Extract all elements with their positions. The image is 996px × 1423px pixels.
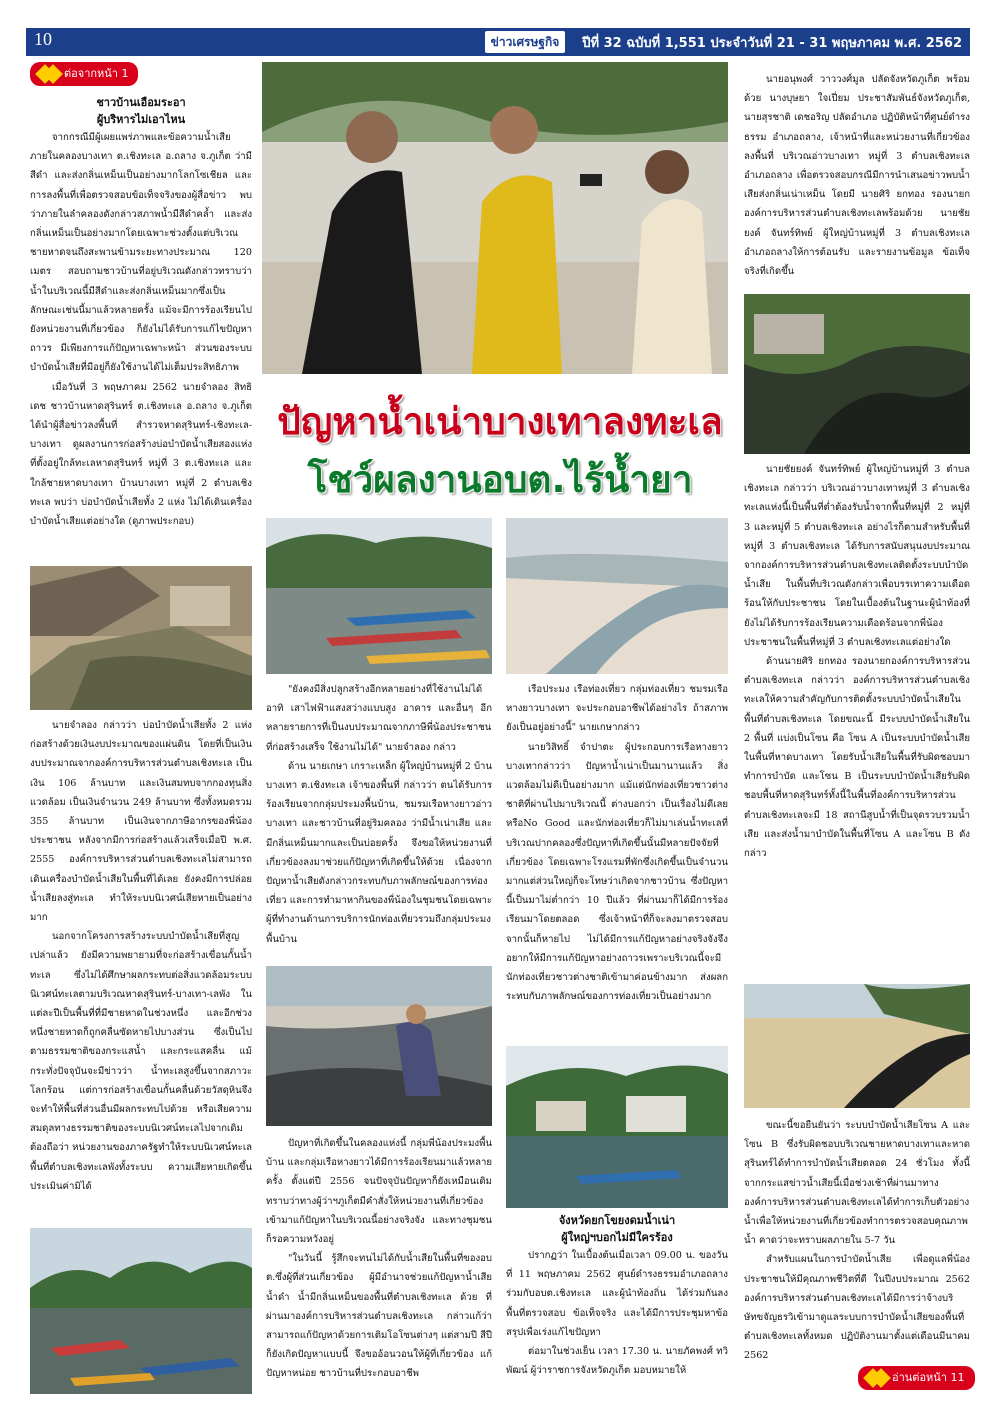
paragraph: "ยังคงมีสิ่งปลูกสร้างอีกหลายอย่างที่ใช้งานไม่ได้ อาทิ เสาไฟฟ้าแสงสว่างแบบสูง อาคาร และอื่นๆ อีกหลายรายการที่เป็นงบประมาณจากภาษีพี่น้องประชาชนที่ก่อสร้างเสร็จ ใช้งานไม่ได้" นายจำลอง กล่าว: [266, 684, 492, 753]
paragraph: "ในวันนี้ รู้สึกจะทนไม่ได้กับน้ำเสียในพื้นที่ของอบต.ซึ่งผู้ที่ส่วนเกี่ยวข้อง ผู้มีอำนาจช่วยแก้ปัญหาน้ำเสีย น้ำดำ น้ำมีกลิ่นเหม็นของพื้นที่ตำบลเชิงทะเล ด้วย ที่ผ่านมาองค์การบริหารส่วนตำบลเชิงทะเล กล่าวแก้ว่า สามารถแก้ปัญหาด้วยการเติมโอโซนต่างๆ แต่สามปี สีปี ก็ยังเกิดปัญหาแบบนี้ จึงขออ้อนวอนให้ผู้ที่เกี่ยวข้อง แก้ปัญหาหน่อย ชาวบ้านที่ประกอบอาชีพ: [266, 1253, 492, 1380]
photo-boats-at-shore: [266, 518, 492, 674]
paragraph: ปัญหาที่เกิดขึ้นในคลองแห่งนี้ กลุ่มพี่น้องประมงพื้นบ้าน และกลุ่มเรือหางยาวได้มีการร้องเรียนมาแล้วหลายครั้ง ตั้งแต่ปี 2556 จนปัจจุบันปัญหาก็ยังเหมือนเดิม ทราบว่าทางผู้ว่าฯภูเก็ตมีคำสั่งให้หน่วยงานที่เกี่ยวข้องเข้ามาแก้ปัญหาในบริเวณนี้อย่างจริงจัง และทางชุมชนก็รอความหวังอยู่: [266, 1138, 492, 1246]
page-number: 10: [34, 29, 52, 49]
article-column-3b: [506, 1212, 728, 1402]
paragraph: นายชัยยงค์ จันทร์ทิพย์ ผู้ใหญ่บ้านหมู่ที่ 3 ตำบลเชิงทะเล กล่าวว่า บริเวณอ่าวบางเทาหมู่ที่ 3 ตำบลเชิงทะเลแห่งนี้เป็นพื้นที่ต่ำต้องรับน้ำจากพื้นที่หมู่ที่ 2 หมู่ที่ 3 และหมู่ที่ 5 ตำบลเชิงทะเล อย่างไรก็ตามสำหรับพื้นที่หมู่ที่ 3 ตำบลเชิงทะเล ได้รับการสนับสนุนงบประมาณจากองค์การบริหารส่วนตำบลเชิงทะเลติดตั้งระบบบำบัดน้ำเสีย ในพื้นที่บริเวณดังกล่าวเพื่อบรรเทาความเดือดร้อนให้กับประชาชน โดยในเบื้องต้นในฐานะผู้นำท้องที่ยังไม่ได้รับการร้องเรียนความเดือดร้อนจากพี่น้องประชาชนในพื้นที่หมู่ที่ 3 ตำบลเชิงทะเลแต่อย่างใด: [744, 464, 970, 648]
subhead: ผู้ใหญ่ฯบอกไม่มีใครร้อง: [561, 1231, 673, 1244]
article-column-2b: [266, 1134, 492, 1402]
article-column-2: [266, 680, 492, 962]
paragraph: ต่อมาในช่วงเย็น เวลา 17.30 น. นายภัคพงศ์ ทวิพัฒน์ ผู้ว่าราชการจังหวัดภูเก็ต มอบหมายให้: [506, 1346, 728, 1377]
paragraph: ปรากฏว่า ในเบื้องต้นเมื่อเวลา 09.00 น. ของวันที่ 11 พฤษภาคม 2562 ศูนย์ดำรงธรรมอำเภอถลาง ร่วมกับอบต.เชิงทะเล และผู้นำท้องถิ่น ได้ร่วมกันลงพื้นที่ตรวจสอบ ข้อเท็จจริง และได้มีการประชุมหาข้อสรุปเพื่อเร่งแก้ไขปัญหา: [506, 1250, 728, 1338]
photo-beach-stream: [506, 518, 728, 674]
continued-from-label: ต่อจากหน้า 1: [64, 67, 129, 80]
article-column-4: [744, 70, 970, 292]
continued-from-badge[interactable]: [30, 62, 138, 86]
article-column-4b: [744, 460, 970, 984]
paragraph: นายจำลอง กล่าวว่า บ่อบำบัดน้ำเสียทั้ง 2 แห่งก่อสร้างด้วยเงินงบประมาณของแผ่นดิน โดยที่เป็นเงินงบประมาณจากองค์การบริหารส่วนตำบลเชิงทะเล เป็นเงิน 106 ล้านบาท และเงินสมทบจากกองทุนสิ่งแวดล้อม เป็นเงินจำนวน 249 ล้านบาท ซึ่งทั้งหมดรวม 355 ล้านบาท เป็นเงินจากภาษีอากรของพี่น้องประชาชน หลังจากมีการก่อสร้างแล้วเสร็จเมื่อปี พ.ศ. 2555 องค์การบริหารส่วนตำบลเชิงทะเลไม่สามารถเดินเครื่องบำบัดน้ำเสียในพื้นที่ได้เลย ยังคงมีการปล่อยน้ำเสียลงสู่ทะเล ทำให้ระบบนิเวศน์เสียหายเป็นอย่างมาก: [30, 720, 252, 924]
photo-canal-village: [506, 1046, 728, 1208]
continued-to-label: อ่านต่อหน้า 11: [892, 1371, 965, 1384]
photo-officials-interview: [262, 62, 728, 374]
article-column-4c: [744, 1116, 970, 1364]
headline-line-1: ปัญหาน้ำเน่าบางเทาลงทะเล: [277, 400, 723, 443]
photo-black-water-beach: [744, 984, 970, 1108]
subhead: ชาวบ้านเอือมระอา: [96, 96, 186, 109]
headline-line-2: โชว์ผลงานอบต.ไร้น้ำยา: [307, 458, 693, 501]
paragraph: นายวิสิทธิ์ จำปาตะ ผู้ประกอบการเรือหางยาวบางเทากล่าวว่า ปัญหาน้ำเน่าเป็นมานานแล้ว สิ่งแวดล้อมไม่ดีเป็นอย่างมาก แม้แต่นักท่องเที่ยวชาวต่างชาติที่ผ่านไปมาบริเวณนี้ ต่างบอกว่า เป็นเรื่องไม่ดีเลย หรือNo Good และนักท่องเที่ยวก็ไม่มาเล่นน้ำทะเลที่บริเวณปากคลองซึ่งปัญหาที่เกิดขึ้นนั้นมีหลายปัจจัยที่เกี่ยวข้อง โดยเฉพาะโรงแรมที่พักซึ่งเกิดขึ้นเป็นจำนวนมากแต่ส่วนใหญ่ก็จะโทษว่าเกิดจากชาวบ้าน ซึ่งปัญหานี้เป็นมาไม่ต่ำกว่า 10 ปีแล้ว ที่ผ่านมาก็ได้มีการร้องเรียนมาโดยตลอด ซึ่งเจ้าหน้าที่ก็จะลงมาตรวจสอบ จากนั้นก็หายไป ไม่ได้มีการแก้ปัญหาอย่างจริงจังจึง อยากให้มีการแก้ปัญหาอย่างถาวรเพราะบริเวณนี้จะมีนักท่องเที่ยวชาวต่างชาติเข้ามาค่อนข้างมาก ส่งผลกระทบกับภาพลักษณ์ของการท่องเที่ยวเป็นอย่างมาก: [506, 741, 728, 1003]
article-column-1: [30, 94, 252, 566]
paragraph: เมื่อวันที่ 3 พฤษภาคม 2562 นายจำลอง สิทธิเดช ชาวบ้านหาดสุรินทร์ ต.เชิงทะเล อ.ถลาง จ.ภูเก็ต ได้นำผู้สื่อข่าวลงพื้นที่ สำรวจหาดสุรินทร์-เชิงทะเล-บางเทา ดูผลงานการก่อสร้างบ่อบำบัดน้ำเสียสองแห่ง ที่ตั้งอยู่ใกล้ทะเลหาดสุรินทร์ หมู่ที่ 3 ต.เชิงทะเล และใกล้ชายหาดบางเทา บ้านบางเทา หมู่ที่ 2 ตำบลเชิงทะเล พบว่า บ่อบำบัดน้ำเสียทั้ง 2 แห่ง ไม่ได้เดินเครื่องบำบัดน้ำเสียแต่อย่างใด (ดูภาพประกอบ): [30, 381, 252, 528]
photo-woman-testing-water: [266, 966, 492, 1126]
paragraph: นอกจากโครงการสร้างระบบบำบัดน้ำเสียที่สูญเปล่าแล้ว ยังมีความพยายามที่จะก่อสร้างเขื่อนกั้นน้ำทะเล ซึ่งไม่ได้ศึกษาผลกระทบต่อสิ่งแวดล้อมระบบนิเวศน์ทะเลตามบริเวณหาดสุรินทร์-บางเทา-เลพัง ในแต่ละปีเป็นพื้นที่ที่มีชายหาดในช่วงหนึ่ง และอีกช่วงหนึ่งชายหาดก็ถูกคลื่นซัดหายไปบางส่วน ซึ่งเป็นไปตามธรรมชาติของกระแสน้ำ และกระแสคลื่น แม้กระทั่งปัจจุบันจะมีข่าวว่า น้ำทะเลสูงขึ้นจากสภาวะโลกร้อน แต่การก่อสร้างเขื่อนกั้นคลื่นด้วยวัสดุหินจึง จะทำให้พื้นที่ส่วนอื่นมีผลกระทบไปด้วย หรือเสียความสมดุลทางธรรมชาติของระบบนิเวศน์ทะเลไปจากเดิม ต้องถือว่า หน่วยงานของภาครัฐทำให้ระบบนิเวศน์ทะเลพื้นที่ตำบลเชิงทะเลพังทั้งระบบ ความเสียหายเกิดขึ้นประเมินค่ามิได้: [30, 931, 252, 1192]
paragraph: ด้าน นายเกษา เกราะเหล็ก ผู้ใหญ่บ้านหมู่ที่ 2 บ้านบางเทา ต.เชิงทะเล เจ้าของพื้นที่ กล่าวว่า ตนได้รับการร้องเรียนจากกลุ่มประมงพื้นบ้าน, ชมรมเรือหางยาวอ่าวบางเทา และชาวบ้านที่อยู่ริมคลอง ว่ามีน้ำเน่าเสีย และมีกลิ่นเหม็นมากและเป็นบ่อยครั้ง จึงขอให้หน่วยงานที่เกี่ยวข้องลงมาช่วยแก้ปัญหาที่เกิดขึ้นให้ด้วย เนื่องจากปัญหาน้ำเสียดังกล่าวกระทบกับภาพลักษณ์ของการท่องเที่ยว และการทำมาหากินของพี่น้องในชุมชนโดยเฉพาะผู้ที่ทำงานด้านการบริการนักท่องเที่ยวรวมถึงกลุ่มประมงพื้นบ้าน: [266, 760, 492, 945]
photo-longtail-boats-canal: [30, 1228, 252, 1394]
photo-polluted-stream: [744, 294, 970, 454]
paragraph: นายอนุพงศ์ วาววงศ์มูล ปลัดจังหวัดภูเก็ต พร้อมด้วย นางบุษยา ใจเปี่ยม ประชาสัมพันธ์จังหวัดภูเก็ต, นายสุรชาติ เดชอริญ ปลัดอำเภอ ปฏิบัติหน้าที่ศูนย์ดำรงธรรม อำเภอถลาง, เจ้าหน้าที่และหน่วยงานที่เกี่ยวข้อง ลงพื้นที่ บริเวณอ่าวบางเทา หมู่ที่ 3 ตำบลเชิงทะเล อำเภอถลาง เพื่อตรวจสอบกรณีมีการนำเสนอข่าวพบน้ำเสียส่งกลิ่นเน่าเหม็น โดยมี นายศิริ ยกทอง รองนายกองค์การบริหารส่วนตำบลเชิงทะเลพร้อมด้วย นายชัยยงค์ จันทร์ทิพย์ ผู้ใหญ่บ้านหมู่ที่ 3 ตำบลเชิงทะเล อำเภอถลางให้การต้อนรับ และรายงานข้อมูล ข้อเท็จจริงที่เกิดขึ้น: [744, 74, 970, 278]
continued-to-badge[interactable]: [858, 1366, 975, 1390]
issue-info: ปีที่ 32 ฉบับที่ 1,551 ประจำวันที่ 21 - 31 พฤษภาคม พ.ศ. 2562: [582, 36, 962, 51]
masthead-logo: ข่าวเศรษฐกิจ: [485, 31, 565, 53]
paragraph: ด้านนายศิริ ยกทอง รองนายกองค์การบริหารส่วนตำบลเชิงทะเล กล่าวว่า องค์การบริหารส่วนตำบลเชิงทะเลให้ความสำคัญกับการติดตั้งระบบบำบัดน้ำเสียในพื้นที่ตำบลเชิงทะเล โดยขณะนี้ มีระบบบำบัดน้ำเสียใน 2 พื้นที่ แบ่งเป็นโซน คือ โซน A เป็นระบบบำบัดน้ำเสียในพื้นที่หาดบางเทา โดยรับน้ำเสียในพื้นที่รับผิดชอบมาทำการบำบัด และโซน B เป็นระบบบำบัดน้ำเสียรับผิดชอบพื้นที่หาดสุรินทร์ทั้งนี้ในพื้นที่องค์การบริหารส่วนตำบลเชิงทะเลจะมี 18 สถานีสูบน้ำที่เป็นจุดรวบรวมน้ำเสีย และส่งน้ำมาบำบัดในพื้นที่โซน A และโซน B ดังกล่าว: [744, 656, 970, 860]
page-header: [26, 28, 970, 56]
subhead: จังหวัดยกโขยงดมน้ำเน่า: [558, 1214, 676, 1227]
article-column-3: [506, 680, 728, 1042]
photo-wastewater-outfall: [30, 566, 252, 710]
paragraph: สำหรับแผนในการบำบัดน้ำเสีย เพื่อดูแลพี่น้องประชาชนให้มีคุณภาพชีวิตที่ดี ในปีงบประมาณ 2562 องค์การบริหารส่วนตำบลเชิงทะเลได้มีการว่าจ้างบริษัทขจัญธรวิเข้ามาดูแลระบบการบำบัดน้ำเสียของพื้นที่ตำบลเชิงทะเลทั้งหมด ปฏิบัติงานมาตั้งแต่เดือนมีนาคม 2562: [744, 1254, 970, 1362]
subhead: ผู้บริหารไม่เอาไหน: [96, 113, 186, 126]
paragraph: เรือประมง เรือท่องเที่ยว กลุ่มท่องเที่ยว ชมรมเรือหางยาวบางเทา จะประกอบอาชีพได้อย่างไร ถ้าสภาพยังเป็นอยู่อย่างนี้" นายเกษากล่าว: [506, 684, 728, 734]
paragraph: จากกรณีมีผู้เผยแพร่ภาพและข้อความน้ำเสียภายในคลองบางเทา ต.เชิงทะเล อ.ถลาง จ.ภูเก็ต ว่ามีสีดำ และส่งกลิ่นเหม็นเป็นอย่างมากโลกโซเชียล และการลงพื้นที่เพื่อตรวจสอบข้อเท็จจริงของผู้สื่อข่าว พบว่าภายในลำคลองดังกล่าวสภาพน้ำมีสีดำคล้ำ และส่งกลิ่นเหม็นเป็นอย่างมากโดยเฉพาะช่วงตั้งแต่บริเวณชายหาดจนถึงสะพานข้ามระยะทางประมาณ 120 เมตร สอบถามชาวบ้านที่อยู่บริเวณดังกล่าวทราบว่า น้ำในบริเวณนี้มีสีดำและส่งกลิ่นเหม็นมากซึ่งเป็นลักษณะเช่นนี้มาแล้วหลายครั้ง แม้จะมีการร้องเรียนไปยังหน่วยงานที่เกี่ยวข้อง ก็ยังไม่ได้รับการแก้ไขปัญหาถาวร มีเพียงการแก้ปัญหาเฉพาะหน้า ส่วนของระบบบำบัดน้ำเสียที่มีอยู่ก็ยังใช้งานได้ไม่เต็มประสิทธิภาพ: [30, 132, 252, 374]
paragraph: ขณะนี้ขอยืนยันว่า ระบบบำบัดน้ำเสียโซน A และโซน B ซึ่งรับผิดชอบบริเวณชายหาดบางเทาและหาดสุรินทร์ได้ทำการบำบัดน้ำเสียตลอด 24 ชั่วโมง ทั้งนี้จากกระแสข่าวน้ำเสียนี้เมื่อช่วงเช้าที่ผ่านมาทางองค์การบริหารส่วนตำบลเชิงทะเลได้ทำการเก็บตัวอย่างน้ำเพื่อให้หน่วยงานที่เกี่ยวข้องทำการตรวจสอบคุณภาพน้ำ คาดว่าจะทราบผลภายใน 5-7 วัน: [744, 1120, 970, 1247]
article-column-1b: [30, 716, 252, 1224]
